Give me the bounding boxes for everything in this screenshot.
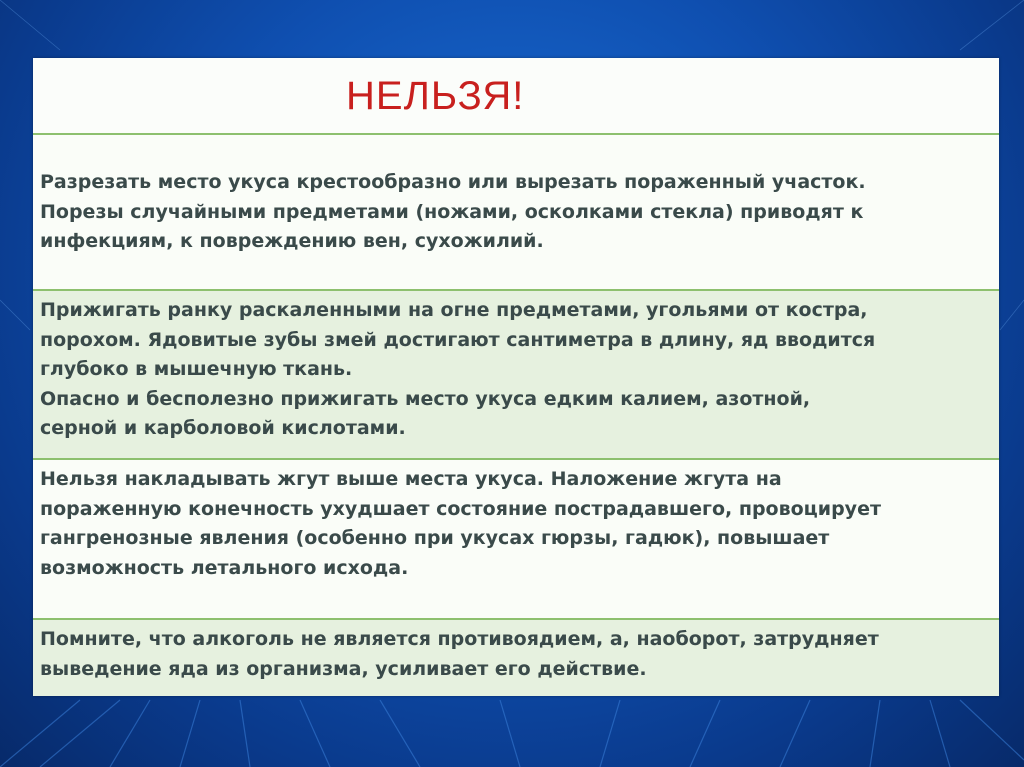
warning-row-4 (33, 620, 999, 696)
text-line: серной и карболовой кислотами. (40, 417, 406, 439)
warning-text-4 (40, 625, 995, 684)
text-line: Порезы случайными предметами (ножами, осколками стекла) приводят к (40, 200, 864, 223)
text-line: Помните, что алкоголь не является противоядием, а, наоборот, затрудняет (40, 628, 879, 650)
text-line: гангренозные явления (особенно при укусах гюрзы, гадюк), повышает (40, 527, 830, 549)
text-line: Опасно и бесполезно прижигать место укуса едким калием, азотной, (40, 387, 811, 410)
text-line: порохом. Ядовитые зубы змей достигают сантиметра в длину, яд вводится (40, 328, 876, 351)
slide-title: НЕЛЬЗЯ! (346, 74, 525, 118)
text-line: Прижигать ранку раскаленными на огне предметами, угольями от костра, (40, 299, 868, 321)
title-band (33, 58, 999, 133)
warning-row-2 (33, 291, 999, 458)
warning-text-3 (40, 465, 995, 583)
text-line: глубоко в мышечную ткань. (40, 358, 353, 380)
text-line: возможность летального исхода. (40, 556, 409, 579)
text-line: инфекциям, к повреждению вен, сухожилий. (40, 230, 544, 252)
text-line: Разрезать место укуса крестообразно или вырезать пораженный участок. (40, 171, 866, 193)
warning-row-1 (33, 135, 999, 289)
warning-text-2 (40, 296, 995, 444)
text-line: Нельзя накладывать жгут выше места укуса. Наложение жгута на (40, 468, 782, 490)
warning-text-1 (40, 168, 995, 257)
text-line: пораженную конечность ухудшает состояние пострадавшего, провоцирует (40, 497, 881, 520)
warning-row-3 (33, 460, 999, 618)
slide-panel (33, 58, 999, 696)
text-line: выведение яда из организма, усиливает его действие. (40, 657, 647, 680)
